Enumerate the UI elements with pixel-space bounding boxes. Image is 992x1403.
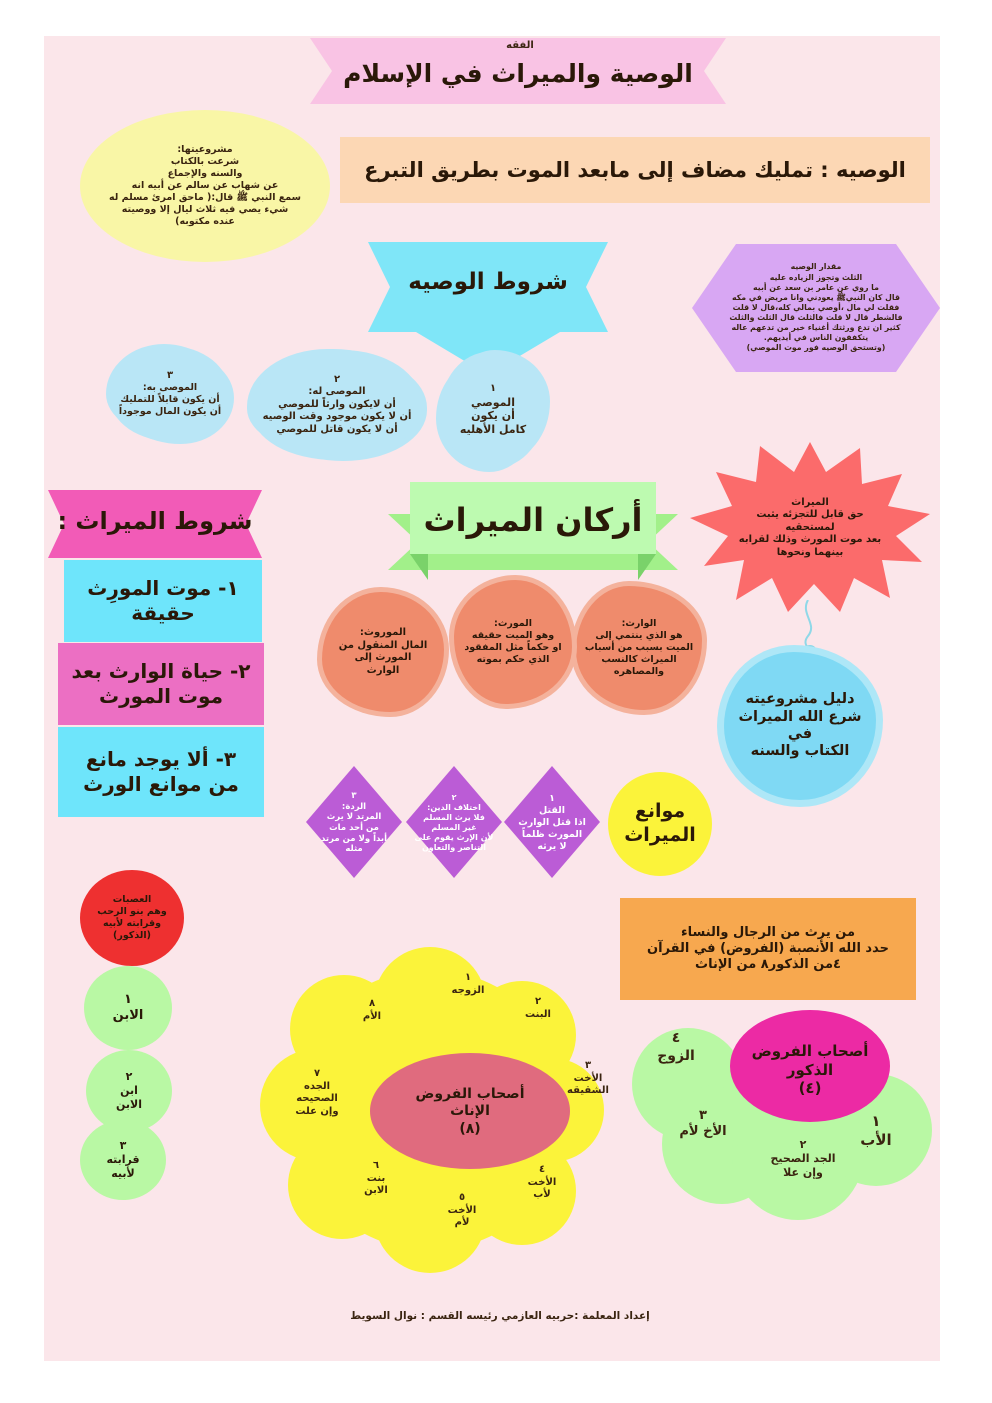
male-shares-center	[740, 1030, 880, 1110]
pillars-title: أركان الميراث	[423, 501, 643, 539]
pillar-estate	[322, 592, 444, 712]
female-share-8: ٨ الأم	[362, 998, 382, 1022]
asabat-circle	[80, 870, 184, 966]
male-share-2: ٢ الجد الصحيح وإن علا	[770, 1138, 836, 1179]
impediment-religion-text: ٢ اختلاف الدين: فلا يرث المسلم غير المسلم لأن الإرث يقوم على التناصر والتعاون	[414, 793, 494, 852]
inheritance-definition-text: الميراث حق قابل للتجزئه يثبت لمستحقيه بعد موت المورث وذلك لقرابه بينهما ونحوها	[738, 496, 882, 558]
impediment-killing-text: ١ القتل اذا قتل الوارث المورث ظلماً لا يرثه	[518, 793, 586, 852]
inheritance-definition-wrap	[730, 486, 890, 570]
hanging-string	[790, 600, 830, 660]
female-share-5: ٥ الأخت لأم	[447, 1192, 477, 1228]
male-share-3: ٣ الأخ لأم	[679, 1108, 727, 1140]
pillar-deceased	[454, 580, 572, 704]
female-share-6: ٦ بنت الابن	[364, 1160, 388, 1196]
female-shares-center-text: أصحاب الفروض الإناث (٨)	[415, 1085, 525, 1137]
heirs-note-text: من يرث من الرجال والنساء حدد الله الأنصبة (الفروض) في القرآن ٤من الذكور٨ من الإناث	[647, 924, 889, 973]
will-condition-3-number: ٣	[166, 369, 174, 381]
pillar-estate-text: الموروث: المال المنقول من المورث إلى الوارث	[338, 627, 428, 676]
inheritance-condition-2-text: ٢- حياة الوارث بعد موت المورث	[71, 659, 251, 708]
page-title: الوصية والميراث في الإسلام	[343, 59, 693, 88]
inheritance-condition-3-text: ٣- ألا يوجد مانع من موانع الورث	[83, 747, 239, 796]
female-share-1: ١ الزوجه	[451, 972, 485, 996]
heirs-note-box	[620, 898, 916, 1000]
will-condition-1-number: ١	[489, 383, 497, 395]
will-condition-2-text: الموصى له: أن لايكون وارثاً للموصي أن لا يكون موجود وقت الوصيه أن لا يكون قاتل للموصي	[262, 386, 412, 435]
pillar-heir	[576, 586, 702, 710]
will-condition-1	[440, 352, 546, 468]
male-share-1: ١ الأب	[860, 1112, 892, 1149]
will-condition-3-text: الموصى به: أن يكون قابلاً للتمليك أن يكون المال موجوداً	[118, 382, 222, 418]
asabat-son-text: ١ الابن	[112, 991, 144, 1023]
will-legitimacy-text: مشروعيتها: شرعت بالكتاب والسنه والإجماع عن شهاب عن سالم عن أبيه انه سمع النبي ﷺ قال:( ماحق امرئ مسلم له شيء يصي فيه ثلاث ليال إلا ووصيته عنده مكتوبه)	[108, 144, 301, 227]
impediments-circle	[608, 772, 712, 876]
asabat-relatives	[80, 1120, 166, 1200]
subject-label: الفقه	[506, 40, 534, 51]
impediment-apostasy-text: ٣ الردة: المرتد لا يرث من أحد مات أبداً ولا من مرتد مثله	[321, 791, 387, 855]
asabat-title: العصبات وهم بنو الرحب وقرابته لأبيه (الذكور)	[97, 894, 167, 941]
inheritance-condition-1-text: ١- موت المورِث حقيقة	[87, 576, 239, 625]
impediment-apostasy	[314, 780, 394, 866]
inheritance-condition-2	[58, 643, 264, 725]
inheritance-condition-1	[64, 560, 262, 642]
footer-credits: إعداد المعلمة :حربيه العازمي رئيسه القسم : نوال السويط	[350, 1310, 650, 1322]
will-amount-text: مقدار الوصيه الثلث وتجوز الزياده عليه ما روي عن عامر بن سعد عن أبيه قال كان النبيﷺ يعودني وانا مريض في مكه فقلت لي مال ،أوصي بمالي كله،قال لا قلت فالشطر قال لا قلت فالثلث قال الثلث والثلث كثير ان تدع ورثتك أغنياء خير من تدعهم عاله يتكففون الناس في أيديهم. (وتستحق الوصيه فور موت الموصي)	[729, 262, 903, 353]
impediment-religion	[414, 780, 494, 866]
will-legitimacy-bubble	[80, 110, 330, 262]
male-share-4: ٤ الزوج	[657, 1030, 695, 1064]
will-condition-1-text: الموصي أن يكون كامل الأهليه	[459, 395, 527, 437]
will-condition-2	[252, 350, 422, 460]
female-share-4: ٤ الأخت لأب	[527, 1164, 557, 1200]
impediments-title: موانع الميراث	[624, 800, 696, 846]
pillar-heir-text: الوارث: هو الذي ينتمي إلى الميت بسبب من أسباب الميراث كالنسب والمصاهره	[584, 618, 694, 677]
will-condition-2-number: ٢	[333, 373, 341, 385]
asabat-relatives-text: ٣ قرابته لأبيه	[106, 1139, 140, 1180]
inheritance-conditions-title: شروط الميراث :	[57, 507, 253, 535]
female-share-3: ٣ الأخت الشقيقه	[567, 1060, 609, 1096]
female-share-7: ٧ الجده الصحيحه وإن علت	[295, 1068, 339, 1117]
will-condition-3	[110, 346, 230, 442]
male-shares-center-text: أصحاب الفروض الذكور (٤)	[751, 1041, 869, 1098]
asabat-son	[84, 966, 172, 1050]
will-definition-text: الوصيه : تمليك مضاف إلى مابعد الموت بطريق التبرع	[364, 157, 906, 182]
female-share-2: ٢ البنت	[525, 996, 551, 1020]
will-conditions-title: شروط الوصيه	[408, 269, 568, 295]
asabat-grandson-text: ٢ ابن الابن	[116, 1070, 142, 1111]
evidence-text: دليل مشروعيته شرع الله الميراث في الكتاب والسنه	[738, 691, 862, 760]
female-shares-center	[380, 1070, 560, 1154]
will-amount-wrap	[712, 248, 920, 368]
impediment-killing	[512, 780, 592, 866]
pillar-deceased-text: المورث: وهو الميت حقيقه او حكماً مثل المفقود الذي حكم بموته	[464, 618, 562, 665]
inheritance-condition-3	[58, 727, 264, 817]
will-definition-box	[340, 137, 930, 203]
